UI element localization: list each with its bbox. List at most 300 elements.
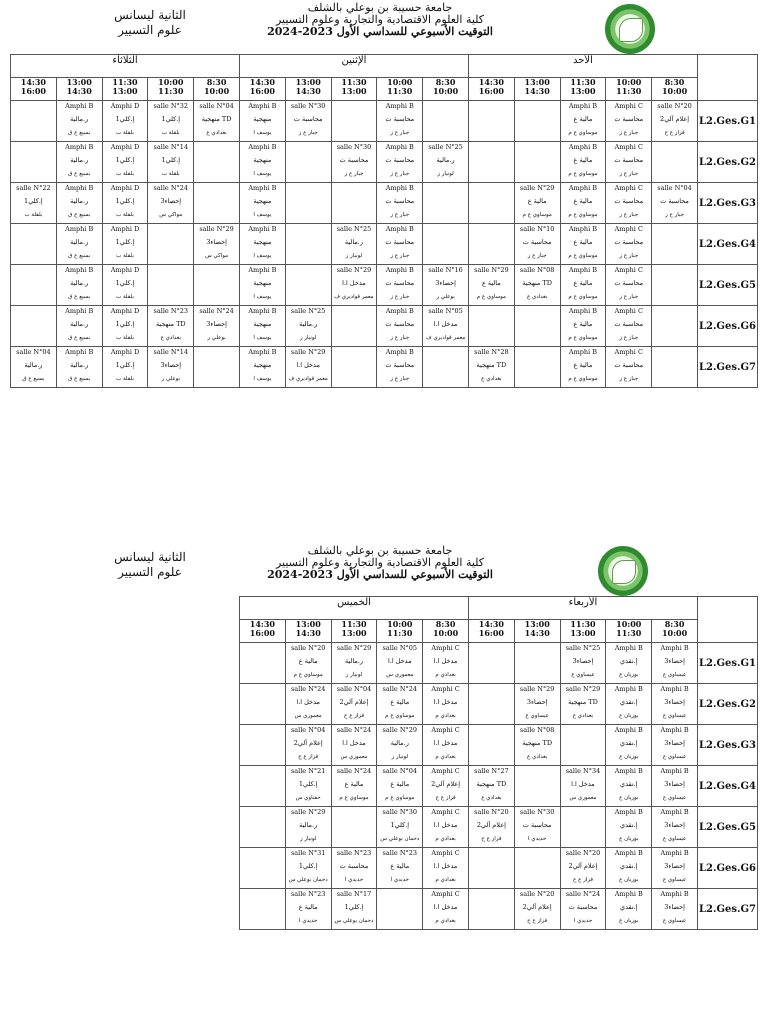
teacher-label: بغدادي م (435, 918, 456, 924)
subject-label: ر.مالية (70, 115, 89, 123)
time-slot-header: 13:00 14:30 (514, 620, 560, 643)
teacher-label: بغدادي ع (206, 130, 227, 136)
room-label: Amphi D (110, 102, 140, 110)
schedule-cell (514, 684, 560, 725)
schedule-cell (285, 684, 331, 725)
group-row (11, 224, 758, 265)
subject-label: إحصاء3 (664, 780, 685, 788)
schedule-cell (148, 101, 194, 142)
room-label: Amphi D (110, 348, 140, 356)
room-label: salle N°28 (474, 348, 509, 356)
group-label: L2.Ges.G5 (697, 265, 757, 306)
room-label: Amphi B (614, 849, 643, 857)
schedule-cell (514, 265, 560, 306)
schedule-cell (468, 684, 514, 725)
schedule-cell (423, 848, 469, 889)
teacher-label: بلقلة ب (116, 212, 134, 218)
room-label: Amphi B (385, 184, 414, 192)
schedule-cell (285, 848, 331, 889)
schedule-cell (285, 889, 331, 930)
schedule-cell (560, 643, 606, 684)
schedule-cell (285, 224, 331, 265)
teacher-label: بغدادي م (435, 754, 456, 760)
teacher-label: بوعلي ر (436, 294, 455, 300)
schedule-cell (514, 142, 560, 183)
subject-label: ر.مالية (390, 739, 409, 747)
subject-label: محاسبة ت (522, 238, 552, 246)
schedule-cell (423, 766, 469, 807)
schedule-cell (331, 101, 377, 142)
teacher-label: حديدي ا (573, 918, 593, 924)
subject-label: إ.كلي1 (115, 197, 135, 205)
room-label: salle N°04 (382, 767, 418, 775)
subject-label: إ.كلي1 (344, 903, 364, 911)
room-label: Amphi B (248, 102, 277, 110)
teacher-label: موساوي ع م (385, 795, 415, 801)
room-label: Amphi D (110, 225, 140, 233)
teacher-label: جبار ع ز (619, 130, 639, 136)
schedule-cell (514, 101, 560, 142)
room-label: Amphi C (614, 266, 643, 274)
subject-label: محاسبة ت (385, 361, 415, 369)
schedule-cell (377, 183, 423, 224)
subject-label: محاسبة ت (614, 156, 644, 164)
teacher-label: بغدادي ع (526, 294, 548, 300)
teacher-label: جبار ع ز (527, 253, 547, 259)
teacher-label: جبار ع ز (390, 253, 410, 259)
schedule-cell (194, 306, 240, 347)
group-row (240, 643, 758, 684)
room-label: Amphi C (614, 102, 643, 110)
schedule-cell (11, 183, 57, 224)
teacher-label: معموري س (294, 713, 322, 719)
time-slot-header: 14:30 16:00 (468, 78, 514, 101)
group-label: L2.Ges.G4 (697, 766, 757, 807)
schedule-cell (423, 889, 469, 930)
schedule-cell (560, 684, 606, 725)
teacher-label: بوزيان ع (619, 754, 639, 760)
schedule-cell (652, 347, 698, 388)
teacher-label: جبار ع ز (390, 212, 410, 218)
teacher-label: حفناوي س (295, 795, 321, 801)
schedule-cell (606, 807, 652, 848)
subject-label: إحصاء3 (664, 862, 685, 870)
schedule-cell (468, 725, 514, 766)
subject-label: إحصاء3 (664, 657, 685, 665)
schedule-cell (194, 101, 240, 142)
teacher-label: موساوي ع م (385, 713, 415, 719)
teacher-label: جبار ع ز (619, 253, 639, 259)
room-label: Amphi B (385, 307, 414, 315)
room-label: salle N°17 (336, 890, 372, 898)
subject-label: منهجية (253, 279, 272, 287)
schedule-cell (468, 183, 514, 224)
schedule-cell (285, 766, 331, 807)
schedule-cell (239, 101, 285, 142)
group-label: L2.Ges.G3 (697, 725, 757, 766)
schedule-cell (102, 224, 148, 265)
subject-label: إ.نقدي (620, 821, 638, 829)
group-row (11, 142, 758, 183)
schedule-cell (606, 265, 652, 306)
teacher-label: جبار ع ز (619, 335, 639, 341)
room-label: Amphi B (65, 225, 94, 233)
schedule-cell (56, 265, 102, 306)
time-slot-header: 8:30 10:00 (194, 78, 240, 101)
schedule-cell (652, 306, 698, 347)
schedule-cell (377, 725, 423, 766)
teacher-label: حديدي ا (390, 877, 409, 883)
subject-label: إعلام آلي2 (660, 115, 690, 123)
subject-label: محاسبة ت (660, 197, 689, 205)
teacher-label: جبار ع ز (390, 171, 410, 177)
subject-label: محاسبة ت (568, 903, 598, 911)
room-label: salle N°29 (290, 808, 326, 816)
room-label: salle N°20 (565, 849, 601, 857)
teacher-label: موساوي ع م (568, 212, 598, 218)
subject-label: محاسبة ت (339, 156, 369, 164)
subject-label: مالية ع (298, 903, 318, 911)
schedule-cell (606, 889, 652, 930)
schedule-cell (514, 766, 560, 807)
schedule-cell (652, 142, 698, 183)
room-label: Amphi B (614, 808, 643, 816)
level-label: الثانية ليسانس علوم التسيير (114, 550, 186, 579)
teacher-label: لونيار ز (437, 171, 454, 177)
group-label: L2.Ges.G4 (697, 224, 757, 265)
time-slot-header: 14:30 16:00 (11, 78, 57, 101)
subject-label: إحصاء3 (526, 698, 548, 706)
teacher-label: بوعلي ر (161, 376, 181, 382)
schedule-cell (606, 848, 652, 889)
teacher-label: بلقلة ب (116, 335, 134, 341)
subject-label: إحصاء3 (206, 320, 227, 328)
room-label: salle N°21 (290, 767, 326, 775)
subject-label: ر.مالية (70, 197, 89, 205)
room-label: salle N°24 (290, 685, 326, 693)
subject-label: محاسبة ت (614, 238, 644, 246)
schedule-cell (240, 766, 286, 807)
teacher-label: عيساوي ع (662, 754, 687, 760)
group-row (11, 306, 758, 347)
schedule-cell (285, 101, 331, 142)
teacher-label: بسيع ع ق (68, 212, 91, 218)
schedule-cell (285, 807, 331, 848)
teacher-label: جبار ع ز (390, 335, 410, 341)
group-row (11, 347, 758, 388)
time-slot-header: 13:00 14:30 (285, 78, 331, 101)
room-label: salle N°24 (153, 184, 189, 192)
schedule-cell (423, 643, 469, 684)
schedule-cell (239, 347, 285, 388)
subject-label: إحصاء3 (160, 197, 182, 205)
room-label: Amphi B (568, 184, 598, 192)
teacher-label: قزاز ع ح (298, 754, 319, 760)
group-label: L2.Ges.G2 (697, 142, 757, 183)
group-label: L2.Ges.G7 (697, 347, 757, 388)
teacher-label: بسيع ع ق (68, 376, 91, 382)
schedule-cell (285, 643, 331, 684)
room-label: Amphi C (431, 685, 460, 693)
schedule-cell (194, 265, 240, 306)
time-slot-header: 8:30 10:00 (423, 78, 469, 101)
schedule-cell (148, 142, 194, 183)
room-label: Amphi B (65, 348, 94, 356)
subject-label: مالية ع (573, 279, 593, 287)
teacher-label: بوزيان ع (619, 713, 639, 719)
page1-header (260, 2, 500, 38)
schedule-cell (239, 265, 285, 306)
group-row (240, 848, 758, 889)
schedule-cell (377, 766, 423, 807)
schedule-cell (560, 807, 606, 848)
subject-label: مالية ع (344, 780, 364, 788)
schedule-cell (377, 807, 423, 848)
schedule-cell (240, 848, 286, 889)
teacher-label: لونيار ز (345, 253, 363, 259)
subject-label: إ.كلي1 (115, 156, 135, 164)
teacher-label: موساوي ع م (568, 294, 598, 300)
teacher-label: بغدادي ع (526, 754, 548, 760)
schedule-cell (468, 101, 514, 142)
time-slot-header: 10:00 11:30 (377, 78, 423, 101)
group-row (11, 183, 758, 224)
teacher-label: قزاز ع ح (664, 130, 685, 136)
schedule-cell (377, 684, 423, 725)
schedule-cell (11, 265, 57, 306)
schedule-cell (560, 101, 606, 142)
schedule-cell (606, 725, 652, 766)
room-label: salle N°16 (428, 266, 463, 274)
subject-label: ر.مالية (70, 361, 89, 369)
room-label: salle N°24 (199, 307, 234, 315)
group-row (240, 766, 758, 807)
room-label: Amphi C (431, 767, 460, 775)
teacher-label: موساوي ع م (568, 335, 598, 341)
teacher-label: بوزيان ع (619, 918, 639, 924)
room-label: Amphi B (248, 307, 277, 315)
teacher-label: جبار ع ز (619, 171, 639, 177)
room-label: Amphi B (385, 102, 414, 110)
group-label: L2.Ges.G1 (697, 101, 757, 142)
schedule-cell (11, 142, 57, 183)
room-label: salle N°30 (519, 808, 555, 816)
schedule-cell (11, 306, 57, 347)
room-label: Amphi D (110, 143, 140, 151)
day-header: الثلاثاء (11, 55, 240, 78)
day-header: الأربعاء (468, 597, 697, 620)
teacher-label: بغدادي ع (481, 795, 502, 801)
schedule-cell (652, 224, 698, 265)
schedule-cell (514, 183, 560, 224)
teacher-label: قزاز ع ح (527, 918, 548, 924)
room-label: Amphi C (431, 890, 460, 898)
university-logo-icon (605, 4, 655, 54)
teacher-label: بلقلة ب (116, 376, 134, 382)
subject-label: محاسبة ت (385, 238, 415, 246)
teacher-label: بغدادي م (435, 672, 456, 678)
group-label: L2.Ges.G3 (697, 183, 757, 224)
room-label: Amphi B (614, 644, 643, 652)
faculty-name: كلية العلوم الاقتصادية والتجارية وعلوم التسيير (275, 556, 485, 569)
teacher-label: لونيار ز (299, 335, 317, 341)
teacher-label: بوزيان ع (619, 672, 639, 678)
schedule-cell (56, 224, 102, 265)
teacher-label: عيساوي ع (525, 713, 549, 719)
schedule-cell (652, 643, 698, 684)
room-label: Amphi B (568, 143, 598, 151)
schedule-cell (423, 725, 469, 766)
day-header: الخميس (240, 597, 469, 620)
teacher-label: لونيار ز (345, 672, 363, 678)
subject-label: مالية ع (573, 320, 593, 328)
schedule-cell (240, 725, 286, 766)
subject-label: ر.مالية (344, 238, 364, 246)
room-label: Amphi B (248, 184, 277, 192)
schedule-cell (377, 306, 423, 347)
room-label: salle N°08 (519, 266, 555, 274)
subject-label: ر.مالية (70, 279, 89, 287)
schedule-cell (331, 347, 377, 388)
teacher-label: حديدي ا (299, 918, 318, 924)
teacher-label: بسيع ع ق (68, 294, 91, 300)
schedule-cell (560, 347, 606, 388)
schedule-cell (560, 142, 606, 183)
room-label: Amphi B (248, 143, 277, 151)
schedule-cell (377, 889, 423, 930)
teacher-label: لونيار ز (391, 754, 409, 760)
subject-label: إ.نقدي (620, 657, 638, 665)
schedule-cell (652, 889, 698, 930)
room-label: salle N°29 (519, 184, 555, 192)
room-label: Amphi B (614, 685, 643, 693)
room-label: Amphi B (660, 767, 689, 775)
time-slot-header: 10:00 11:30 (606, 620, 652, 643)
room-label: Amphi B (248, 266, 277, 274)
schedule-cell (194, 347, 240, 388)
time-slot-header: 11:30 13:00 (560, 620, 606, 643)
subject-label: إعلام آلي2 (476, 821, 506, 829)
subject-label: إ.كلي1 (298, 780, 318, 788)
teacher-label: عيساوي ع (662, 836, 687, 842)
schedule-cell (560, 183, 606, 224)
subject-label: مالية ع (573, 238, 593, 246)
room-label: Amphi B (65, 184, 94, 192)
subject-label: محاسبة ت (385, 156, 415, 164)
room-label: Amphi B (65, 143, 94, 151)
subject-label: منهجية (253, 156, 272, 164)
room-label: salle N°20 (519, 890, 555, 898)
teacher-label: بلقلة ب (24, 212, 43, 218)
room-label: salle N°10 (519, 225, 555, 233)
room-label: Amphi B (614, 767, 643, 775)
time-slot-header: 13:00 14:30 (56, 78, 102, 101)
subject-label: مدخل ا.ا (433, 903, 458, 911)
room-label: Amphi C (614, 225, 643, 233)
schedule-cell (331, 643, 377, 684)
teacher-label: بوزيان ع (619, 795, 639, 801)
room-label: salle N°23 (336, 849, 372, 857)
teacher-label: عيساوي ع (662, 877, 687, 883)
teacher-label: بغدادي م (435, 713, 456, 719)
room-label: salle N°27 (474, 767, 509, 775)
schedule-cell (377, 142, 423, 183)
subject-label: محاسبة ت (385, 279, 415, 287)
room-label: salle N°25 (290, 307, 326, 315)
schedule-cell (423, 684, 469, 725)
teacher-label: قزاز ع ح (572, 877, 594, 883)
subject-label: منهجية (253, 115, 272, 123)
room-label: salle N°24 (565, 890, 601, 898)
subject-label: إ.نقدي (620, 739, 638, 747)
schedule-cell (194, 183, 240, 224)
subject-label: محاسبة ت (522, 821, 552, 829)
group-row (240, 684, 758, 725)
time-slot-header: 11:30 13:00 (102, 78, 148, 101)
room-label: Amphi B (65, 102, 94, 110)
schedule-cell (331, 142, 377, 183)
room-label: salle N°05 (382, 644, 418, 652)
subject-label: إعلام آلي2 (431, 780, 461, 788)
subject-label: إحصاء3 (664, 698, 685, 706)
schedule-cell (423, 224, 469, 265)
schedule-cell (468, 643, 514, 684)
subject-label: TD منهجية (522, 739, 553, 747)
subject-label: مالية ع (390, 862, 410, 870)
university-name: جامعة حسيبة بن بوعلي بالشلف (307, 544, 453, 557)
schedule-cell (468, 347, 514, 388)
room-label: Amphi B (660, 890, 689, 898)
schedule-cell (56, 183, 102, 224)
schedule-cell (423, 347, 469, 388)
teacher-label: موساوي ع م (476, 294, 506, 300)
room-label: salle N°30 (382, 808, 418, 816)
schedule-cell (468, 848, 514, 889)
group-label: L2.Ges.G6 (697, 306, 757, 347)
teacher-label: بلقلة ب (161, 171, 180, 177)
teacher-label: بلقلة ب (116, 171, 134, 177)
subject-label: مالية ع (481, 279, 501, 287)
subject-label: إ.نقدي (620, 903, 638, 911)
schedule-cell (423, 142, 469, 183)
teacher-label: دحمان بوعلي س (288, 877, 328, 883)
room-label: salle N°04 (336, 685, 372, 693)
schedule-cell (377, 643, 423, 684)
schedule-cell (148, 224, 194, 265)
subject-label: مدخل ا.ا (387, 657, 412, 665)
teacher-label: مواكي س (159, 212, 183, 218)
schedule-cell (468, 265, 514, 306)
schedule-cell (652, 766, 698, 807)
subject-label: ر.مالية (299, 821, 318, 829)
room-label: salle N°25 (428, 143, 463, 151)
teacher-label: بوعلي ر (207, 335, 226, 341)
teacher-label: جبار ع ز (344, 171, 364, 177)
subject-label: إعلام آلي2 (522, 903, 552, 911)
subject-label: إحصاء3 (160, 361, 182, 369)
room-label: Amphi C (614, 184, 643, 192)
teacher-label: عيساوي ع (571, 672, 595, 678)
schedule-cell (468, 306, 514, 347)
teacher-label: موساوي ع م (339, 795, 369, 801)
teacher-label: معموري س (569, 795, 597, 801)
room-label: Amphi B (568, 307, 598, 315)
teacher-label: معموري س (386, 672, 414, 678)
schedule-cell (468, 142, 514, 183)
subject-label: TD منهجية (476, 780, 507, 788)
teacher-label: عيساوي ع (662, 795, 687, 801)
room-label: Amphi B (248, 348, 277, 356)
